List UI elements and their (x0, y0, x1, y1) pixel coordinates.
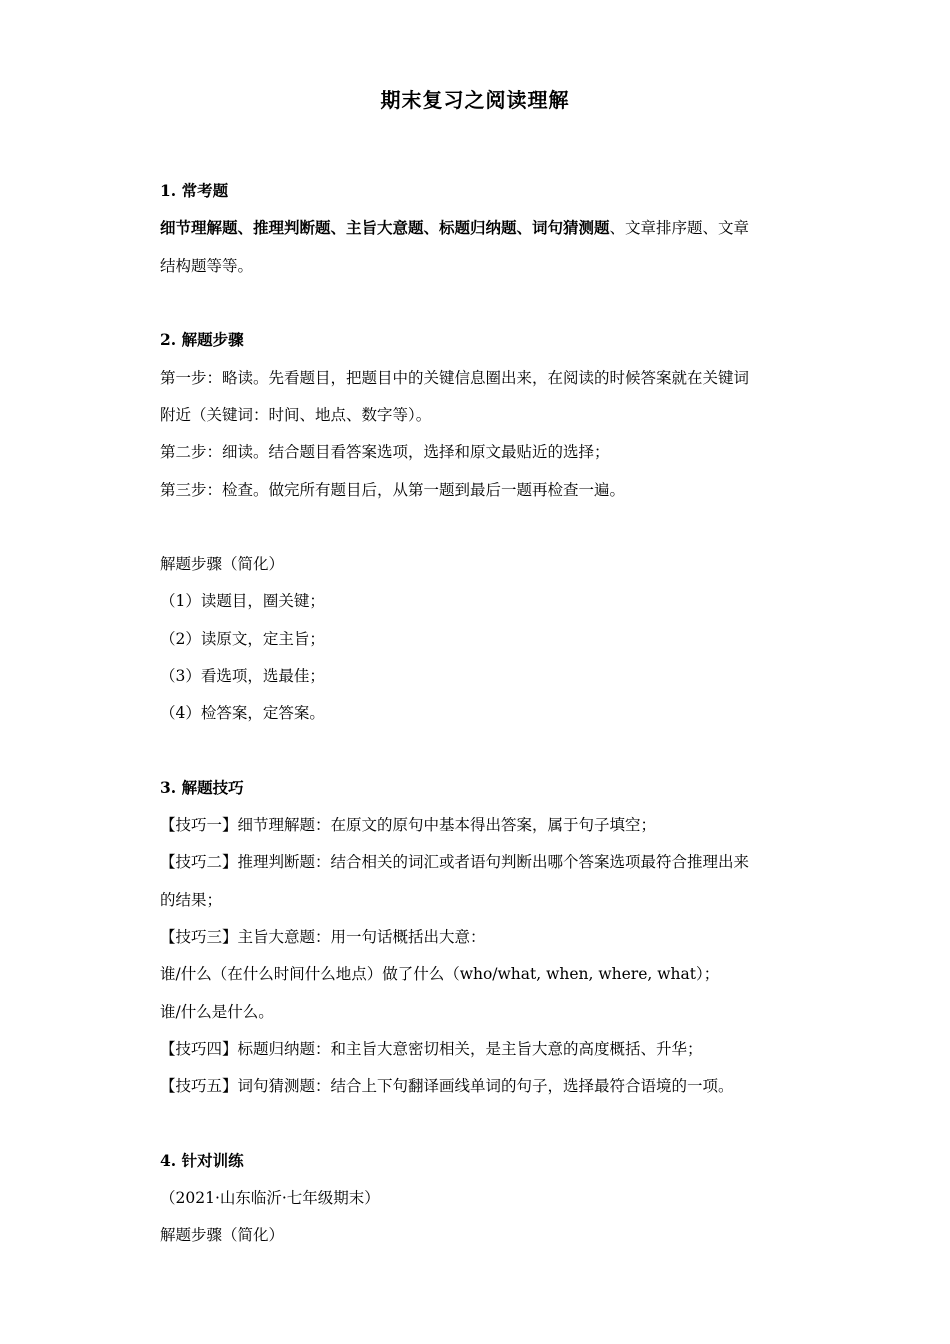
simplified-step-item: （3）看选项，选最佳； (160, 667, 325, 685)
step-2: 第二步：细读。结合题目看答案选项，选择和原文最贴近的选择； (160, 443, 610, 461)
section-1-paragraph-cont: 结构题等等。 (160, 257, 254, 275)
tip-3: 【技巧三】主旨大意题：用一句话概括出大意： (160, 928, 486, 946)
tip-2-line-1: 【技巧二】推理判断题：结合相关的词汇或者语句判断出哪个答案选项最符合推理出来 (160, 853, 750, 871)
tip-5: 【技巧五】词句猜测题：结合上下句翻译画线单词的句子，选择最符合语境的一项。 (160, 1077, 734, 1095)
page-title: 期末复习之阅读理解 (380, 88, 570, 112)
simplified-step-item: （1）读题目，圈关键； (160, 592, 325, 610)
tip-3-formula-1: 谁/什么（在什么时间什么地点）做了什么（who/what, when, where, what）； (160, 965, 720, 983)
tip-4: 【技巧四】标题归纳题：和主旨大意密切相关，是主旨大意的高度概括、升华； (160, 1040, 703, 1058)
section-4-heading: 4. 针对训练 (160, 1151, 244, 1170)
simplified-steps-title-2: 解题步骤（简化） (160, 1226, 285, 1244)
simplified-step-item: （2）读原文，定主旨； (160, 630, 325, 648)
step-1-line-2: 附近（关键词：时间、地点、数字等）。 (160, 406, 432, 424)
exercise-source: （2021·山东临沂·七年级期末） (160, 1189, 380, 1207)
tip-1: 【技巧一】细节理解题：在原文的原句中基本得出答案，属于句子填空； (160, 816, 657, 834)
section-1-heading: 1. 常考题 (160, 181, 229, 200)
section-3-heading: 3. 解题技巧 (160, 778, 244, 797)
simplified-step-item: （4）检答案，定答案。 (160, 704, 325, 722)
section-1-paragraph (160, 217, 795, 239)
step-3: 第三步：检查。做完所有题目后，从第一题到最后一题再检查一遍。 (160, 481, 626, 499)
question-types-bold: 细节理解题、推理判断题、主旨大意题、标题归纳题、词句猜测题 (160, 218, 610, 237)
tip-2-line-2: 的结果； (160, 891, 223, 909)
simplified-steps-title: 解题步骤（简化） (160, 555, 285, 573)
tip-3-formula-2: 谁/什么是什么。 (160, 1003, 274, 1021)
section-2-heading: 2. 解题步骤 (160, 330, 244, 349)
question-types-rest: 、文章排序题、文章 (609, 219, 750, 237)
step-1-line-1: 第一步：略读。先看题目，把题目中的关键信息圈出来，在阅读的时候答案就在关键词 (160, 369, 750, 387)
